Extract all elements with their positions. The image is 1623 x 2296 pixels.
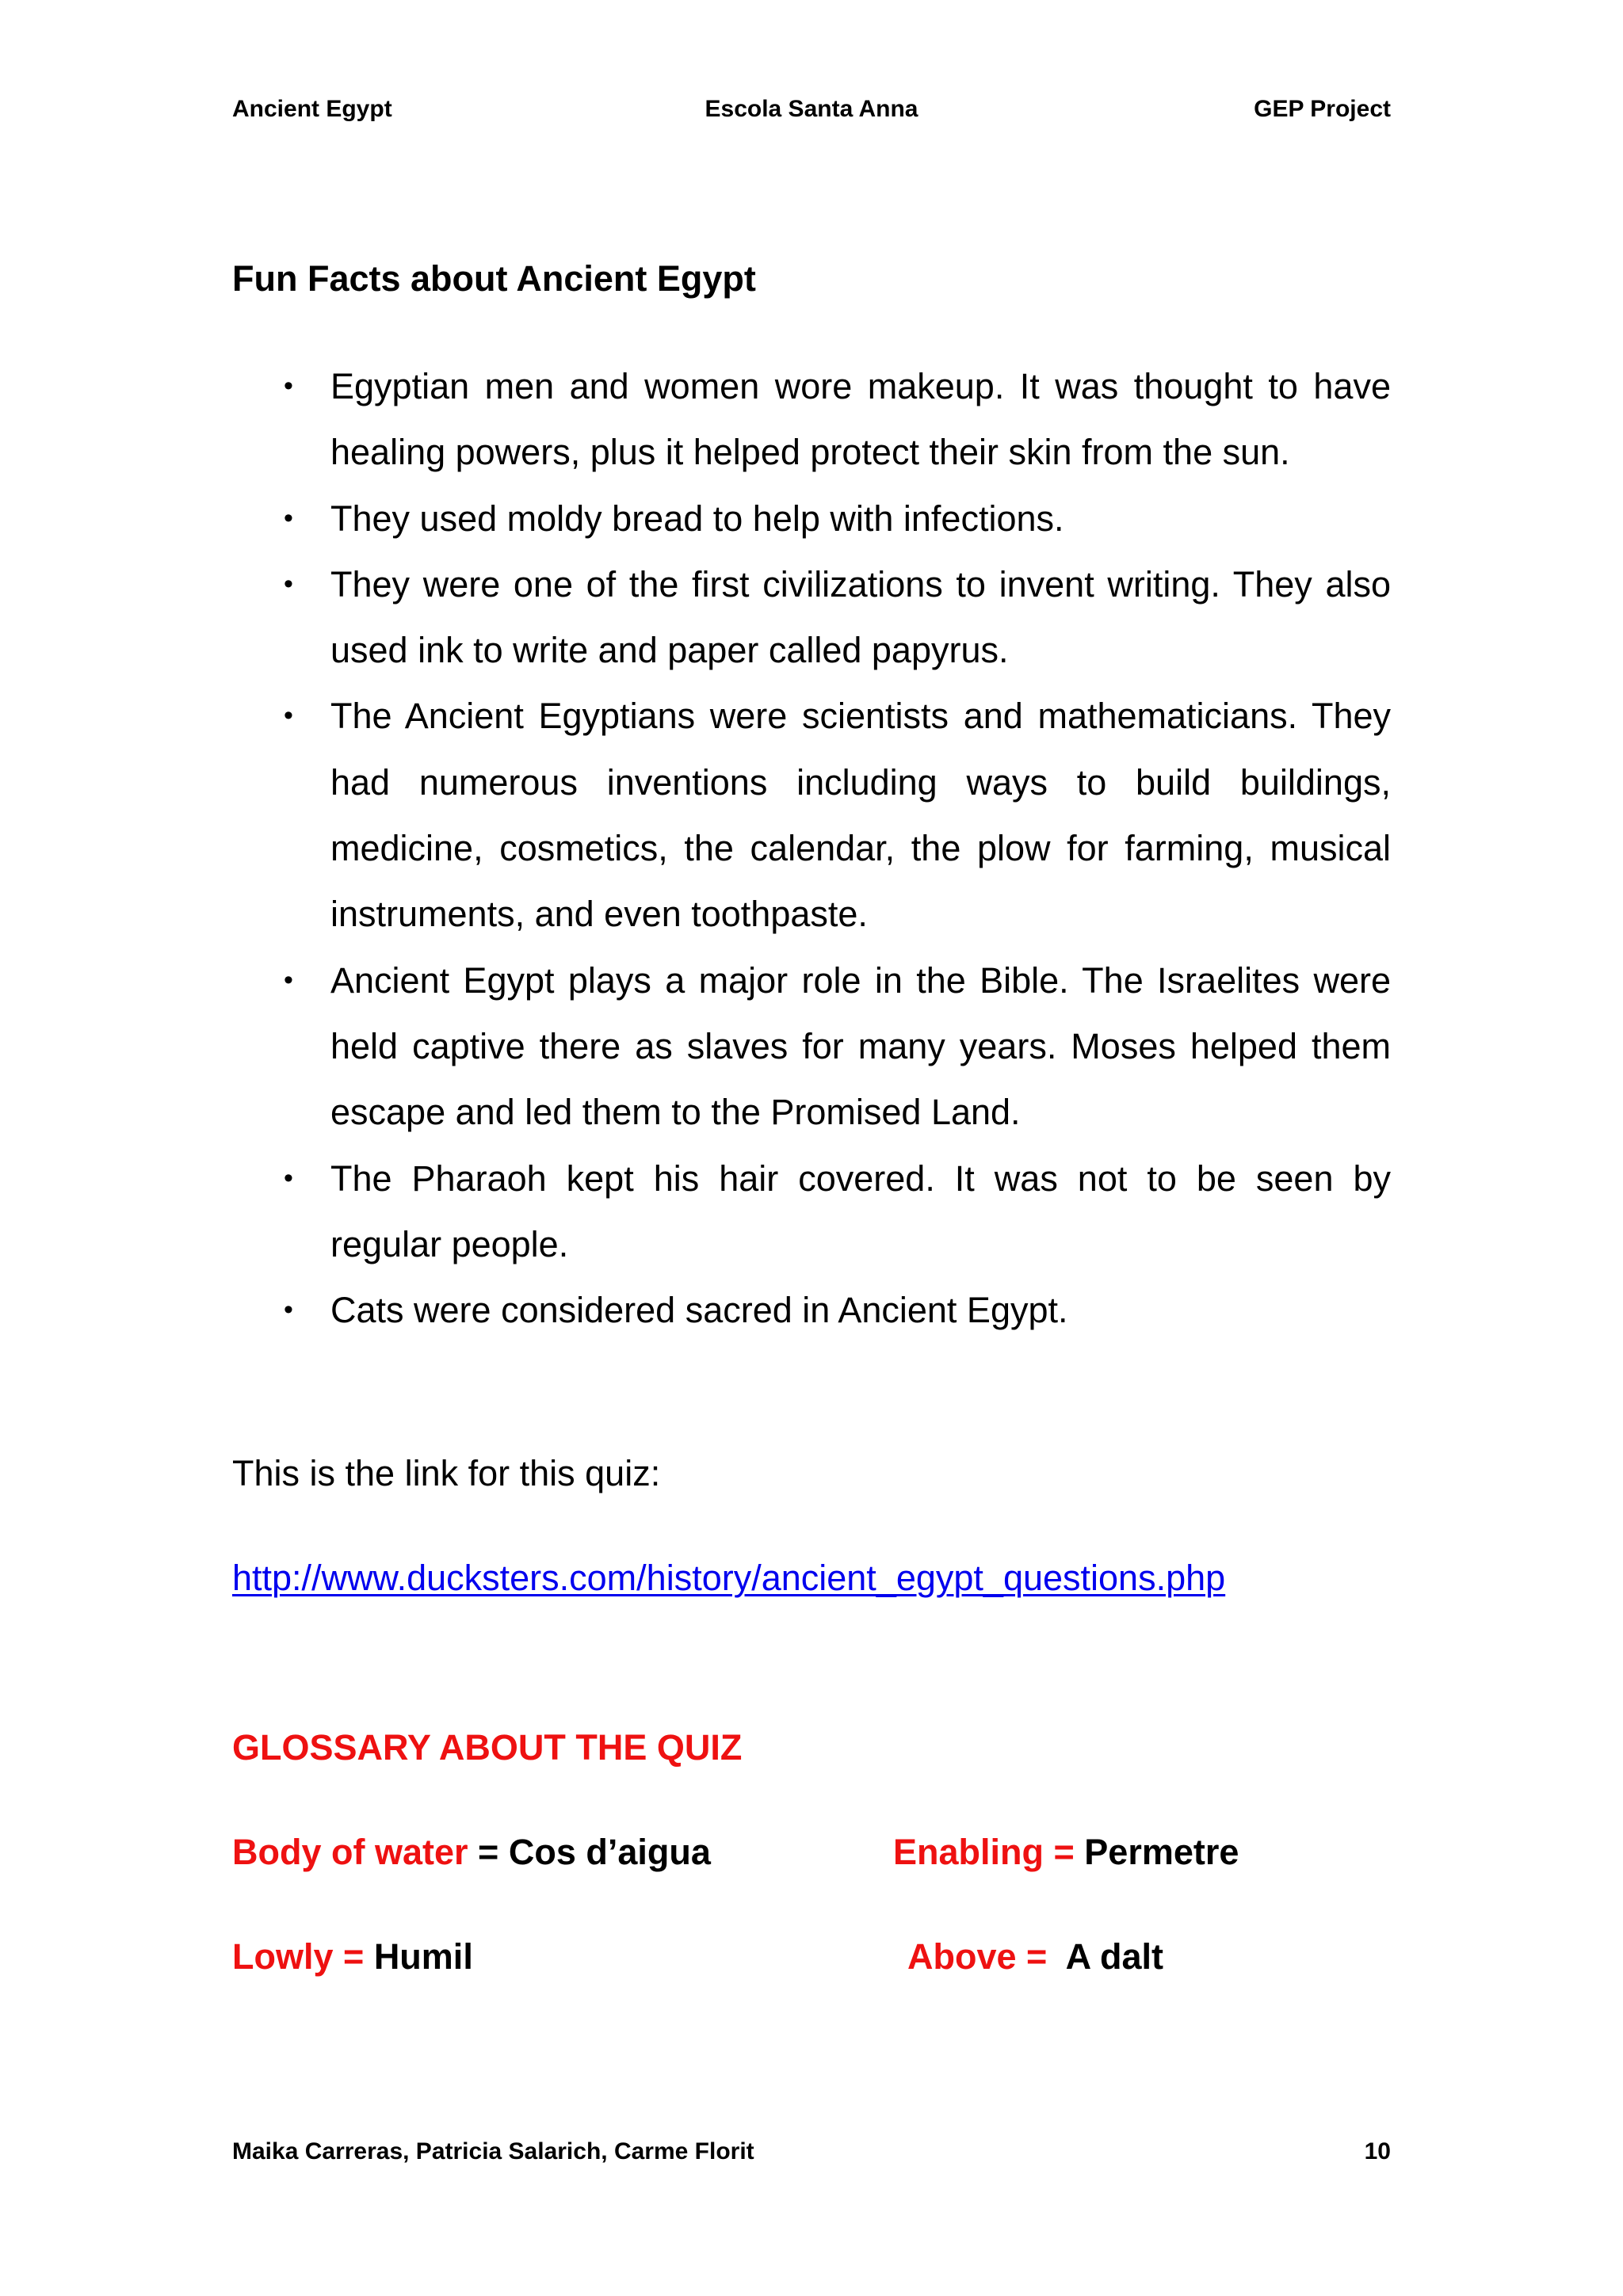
glossary-term-above: [907, 1936, 1163, 1978]
header-left-title: Ancient Egypt: [232, 96, 392, 122]
glossary-equals-sign: =: [1044, 1832, 1085, 1872]
glossary-term-body-of-water: [232, 1832, 711, 1873]
list-item: [232, 551, 1391, 684]
glossary-catalan-word: Humil: [373, 1936, 473, 1977]
fact-text: Cats were considered sacred in Ancient Egypt.: [330, 1290, 1068, 1331]
list-item: [232, 683, 1391, 947]
glossary-title: GLOSSARY ABOUT THE QUIZ: [232, 1727, 743, 1768]
bullet-icon: •: [284, 1162, 293, 1193]
page-number: 10: [1364, 2138, 1391, 2164]
glossary-term-enabling: [893, 1832, 1239, 1873]
glossary-catalan-word: A dalt: [1065, 1936, 1163, 1977]
list-item: [232, 1146, 1391, 1278]
list-item: [232, 486, 1391, 551]
bullet-icon: •: [284, 1295, 293, 1325]
fact-text: They used moldy bread to help with infections.: [330, 498, 1064, 539]
bullet-icon: •: [284, 568, 293, 599]
bullet-icon: •: [284, 964, 293, 995]
footer-authors: Maika Carreras, Patricia Salarich, Carme Florit: [232, 2138, 754, 2164]
bullet-icon: •: [284, 502, 293, 533]
glossary-catalan-word: Permetre: [1084, 1832, 1239, 1872]
glossary-equals-sign: =: [468, 1832, 509, 1872]
list-item: [232, 948, 1391, 1146]
glossary-english-word: Body of water: [232, 1832, 468, 1872]
list-item: [232, 353, 1391, 486]
glossary-english-word: Lowly: [232, 1936, 334, 1977]
quiz-link-intro: This is the link for this quiz:: [232, 1453, 661, 1493]
glossary-english-word: Enabling: [893, 1832, 1044, 1872]
quiz-link[interactable]: http://www.ducksters.com/history/ancient_egypt_questions.php: [232, 1558, 1226, 1598]
glossary-english-word: Above: [907, 1936, 1017, 1977]
fact-text: Ancient Egypt plays a major role in the Bible. The Israelites were held captive there as slaves for many years. Moses helped them escape and led them to the Promised Land.: [330, 959, 1391, 1133]
list-item: [232, 1277, 1391, 1343]
glossary-equals-sign: =: [1016, 1936, 1066, 1977]
glossary-term-lowly: [232, 1936, 473, 1978]
glossary-equals-sign: =: [333, 1936, 374, 1977]
page-footer: [232, 2136, 1391, 2168]
fact-text: The Ancient Egyptians were scientists and mathematicians. They had numerous inventions including ways to build buildings, medicine, cosmetics, the calendar, the plow for farming, musical instruments, and even toothpaste.: [330, 696, 1391, 935]
page-header: [232, 93, 1391, 125]
fact-text: Egyptian men and women wore makeup. It was thought to have healing powers, plus it helped protect their skin from the sun.: [330, 366, 1391, 473]
fact-text: The Pharaoh kept his hair covered. It was not to be seen by regular people.: [330, 1158, 1391, 1264]
header-center-school: Escola Santa Anna: [705, 96, 918, 122]
fact-text: They were one of the first civilizations to invent writing. They also used ink to write and paper called papyrus.: [330, 563, 1391, 671]
glossary-catalan-word: Cos d’aigua: [508, 1832, 711, 1872]
bullet-icon: •: [284, 700, 293, 731]
fun-facts-list: [232, 353, 1391, 1343]
page-title: Fun Facts about Ancient Egypt: [232, 258, 756, 299]
bullet-icon: •: [284, 371, 293, 401]
header-right-project: GEP Project: [1254, 96, 1391, 122]
